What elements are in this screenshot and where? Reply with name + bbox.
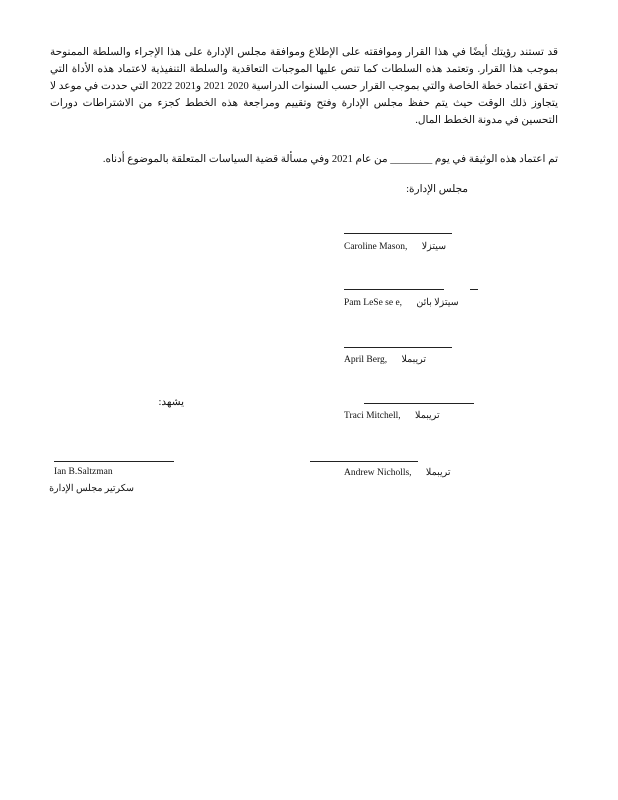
signature-line bbox=[344, 289, 444, 290]
signatory-name: Caroline Mason, bbox=[344, 242, 408, 252]
signatory-name: Pam LeSe se e, bbox=[344, 298, 403, 308]
board-label: مجلس الإدارة: bbox=[406, 184, 468, 195]
secretary-role: سكرتير مجلس الإدارة bbox=[49, 484, 134, 494]
signatory-2 bbox=[344, 297, 459, 308]
paragraph-resolution: قد تستند رؤيتك أيضًا في هذا القرار وموافقته على الإطلاع وموافقة مجلس الإدارة على هذا الإجراء والسلطة الممنوحة بموجب هذا القرار. وتعتمد هذه السلطات كما تنص عليها الموجبات التعاقدية والسلطة التنفيذية لاعتماد هذه الأداة التي تحقق اعتماد خطة الخاصة والتي بموجب القرار حسب السنوات الدراسية 2020 2021 و2021 2022 التي حددت في موعد لا يتجاوز ذلك الوقت حيث يتم حفظ مجلس الإدارة وفتح وتقييم ومراجعة هذه الخطط كجزء من الاشتراطات دورات التحسين في مدونة الخطط المال. bbox=[50, 47, 559, 126]
witness-label: يشهد: bbox=[158, 397, 184, 408]
signatory-name: April Berg, bbox=[344, 355, 388, 365]
signatory-role: سيتزلا بائن bbox=[416, 298, 459, 308]
signature-line bbox=[344, 347, 452, 348]
secretary-name: Ian B.Saltzman bbox=[54, 467, 113, 477]
signatory-1 bbox=[344, 241, 446, 252]
signature-line bbox=[470, 289, 478, 290]
signatory-role: تريبملا bbox=[425, 468, 451, 478]
signatory-role: سيتزلا bbox=[421, 242, 447, 252]
signatory-role: تريبملا bbox=[415, 411, 440, 421]
signatory-name: Andrew Nicholls, bbox=[344, 468, 412, 478]
signatory-role: تريبملا bbox=[401, 355, 427, 365]
signatory-4 bbox=[344, 410, 440, 421]
signature-line bbox=[344, 233, 452, 234]
signature-line bbox=[310, 461, 418, 462]
signatory-name: Traci Mitchell, bbox=[344, 411, 401, 421]
paragraph-adoption: تم اعتماد هذه الوثيقة في يوم ________ من عام 2021 وفي مسألة قضية السياسات المتعلقة بالموضوع أدناه. bbox=[102, 154, 558, 165]
signature-line bbox=[54, 461, 174, 462]
signatory-3 bbox=[344, 354, 426, 365]
signatory-5 bbox=[344, 467, 450, 478]
signature-line bbox=[364, 403, 474, 404]
